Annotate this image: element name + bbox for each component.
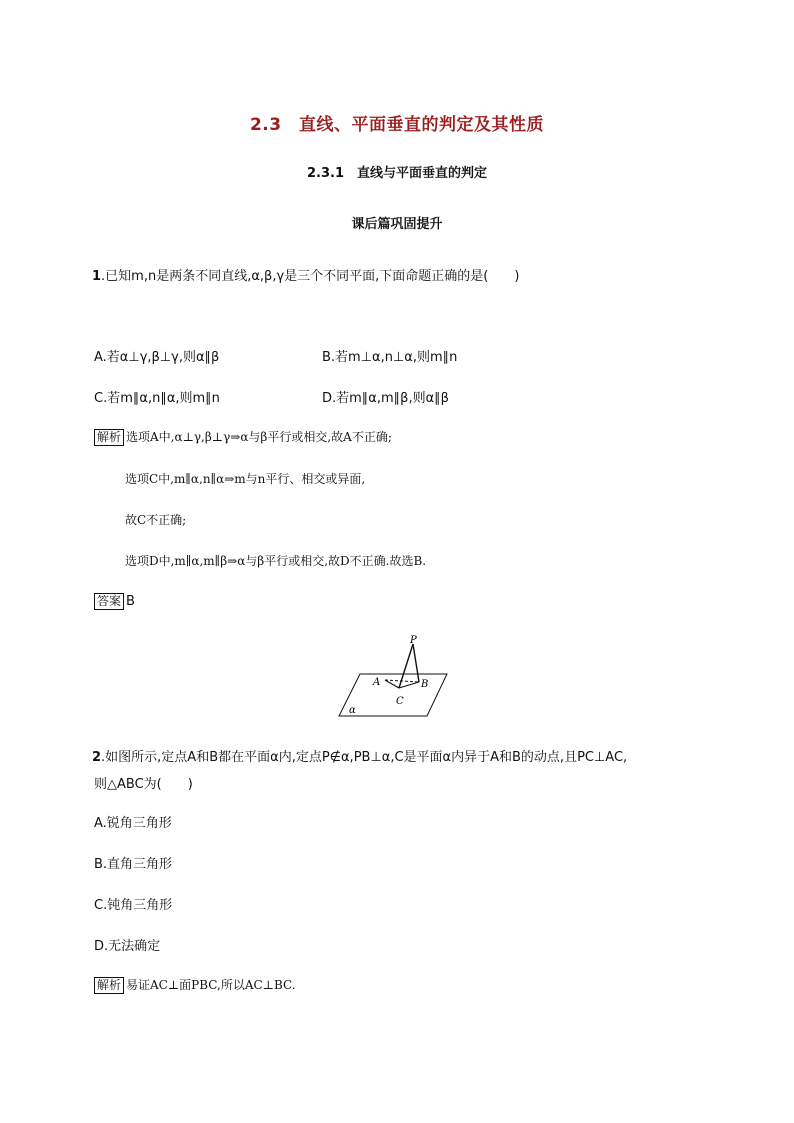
question-1-text: .已知m,n是两条不同直线,α,β,γ是三个不同平面,下面命题正确的是( ) <box>101 269 520 284</box>
q1-option-a: A.若α⊥γ,β⊥γ,则α∥β <box>94 350 220 365</box>
question-2-text-1: .如图所示,定点A和B都在平面α内,定点P∉α,PB⊥α,C是平面α内异于A和B的动点,且PC⊥AC, <box>101 750 628 765</box>
segment-pb <box>413 644 419 682</box>
question-2-text-2: 则△ABC为( ) <box>94 777 193 792</box>
q1-analysis-line-3: 故C不正确; <box>125 513 187 527</box>
analysis-tag: 解析 <box>94 977 124 994</box>
segment-cb <box>399 682 419 688</box>
q1-answer-value: B <box>126 594 135 609</box>
q2-analysis-text: 易证AC⊥面PBC,所以AC⊥BC. <box>126 978 296 992</box>
q1-option-d: D.若m∥α,m∥β,则α∥β <box>322 391 449 406</box>
q1-analysis-line-1 <box>94 428 392 446</box>
q2-option-b: B.直角三角形 <box>94 857 173 872</box>
label-p: P <box>410 635 417 646</box>
q1-option-c: C.若m∥α,n∥α,则m∥n <box>94 391 220 406</box>
q1-analysis-line-2: 选项C中,m∥α,n∥α⇒m与n平行、相交或异面, <box>125 472 366 486</box>
label-a: A <box>373 677 381 688</box>
answer-tag: 答案 <box>94 593 124 610</box>
q1-option-b: B.若m⊥α,n⊥α,则m∥n <box>322 350 458 365</box>
question-1-stem <box>92 265 519 284</box>
page-title: 2.3 直线、平面垂直的判定及其性质 <box>249 115 545 135</box>
label-c: C <box>396 696 404 707</box>
label-b: B <box>421 679 429 690</box>
q2-option-d: D.无法确定 <box>94 939 161 954</box>
section-heading: 课后篇巩固提升 <box>351 217 443 232</box>
q2-option-a: A.锐角三角形 <box>94 816 172 831</box>
q1-analysis-text-1: 选项A中,α⊥γ,β⊥γ⇒α与β平行或相交,故A不正确; <box>126 430 392 444</box>
geometry-figure <box>335 630 460 722</box>
q2-option-c: C.钝角三角形 <box>94 898 173 913</box>
label-alpha: α <box>349 705 356 716</box>
question-1-number: 1 <box>92 269 102 284</box>
question-2-number: 2 <box>92 750 102 765</box>
q2-analysis <box>94 976 296 994</box>
q1-answer <box>94 593 135 610</box>
question-2-stem <box>92 746 627 765</box>
q1-analysis-line-4: 选项D中,m∥α,m∥β⇒α与β平行或相交,故D不正确.故选B. <box>125 554 427 568</box>
subsection-title: 2.3.1 直线与平面垂直的判定 <box>306 166 487 181</box>
analysis-tag: 解析 <box>94 429 124 446</box>
